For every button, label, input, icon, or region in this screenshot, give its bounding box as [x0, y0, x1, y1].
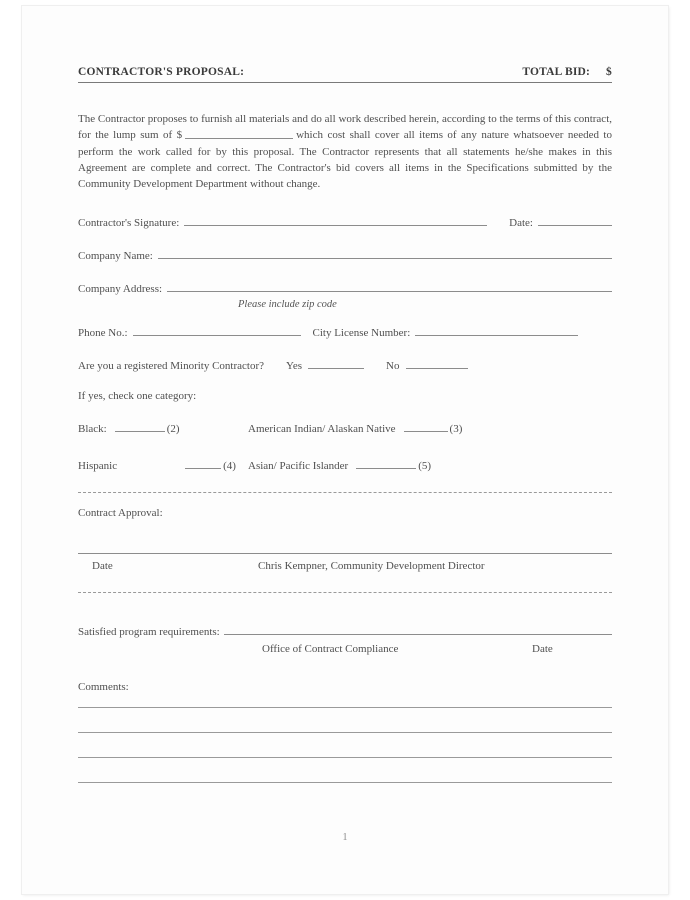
approval-date-block	[78, 553, 258, 572]
compliance-caption-row	[78, 643, 612, 655]
phone-number-label: Phone No.:	[78, 327, 128, 340]
company-address-field[interactable]	[167, 280, 612, 292]
document-header	[78, 66, 612, 83]
approval-date-line[interactable]	[78, 553, 258, 554]
contractor-signature-label: Contractor's Signature:	[78, 217, 180, 230]
category-cell-black	[78, 420, 248, 435]
zip-code-note: Please include zip code	[238, 299, 337, 311]
total-bid-currency-symbol: $	[606, 66, 612, 78]
proposal-paragraph-part-2: which cost shall cover all items of any nature whatsoever needed to perform the work called for by this proposal. The Contractor represents that all statements he/she makes in this Agreement are complete and correct. The Contractor's bid covers all items in the Specifications submitted by the Community Development Department without change.	[78, 129, 612, 191]
category-row	[78, 457, 612, 472]
category-checkbox-black[interactable]	[115, 420, 165, 432]
minority-yes-field[interactable]	[308, 357, 364, 369]
office-contract-compliance-caption: Office of Contract Compliance	[262, 643, 399, 656]
company-name-field[interactable]	[158, 247, 612, 259]
comment-line-3[interactable]	[78, 757, 612, 758]
page-title: CONTRACTOR'S PROPOSAL:	[78, 66, 245, 78]
category-number-asian-pacific: (5)	[418, 460, 432, 473]
if-yes-category-label: If yes, check one category:	[78, 390, 197, 403]
category-number-hispanic: (4)	[223, 460, 236, 473]
minority-contractor-row	[78, 357, 612, 372]
minority-yes-label: Yes	[286, 360, 303, 373]
category-cell-asian-pacific	[248, 457, 612, 472]
contract-approval-label: Contract Approval:	[78, 507, 163, 520]
page-number: 1	[342, 832, 348, 843]
category-checkbox-hispanic[interactable]	[185, 457, 221, 469]
approval-director-line[interactable]	[258, 553, 612, 554]
comment-line-4[interactable]	[78, 782, 612, 783]
category-checkbox-american-indian[interactable]	[404, 420, 448, 432]
approval-signature-row	[78, 553, 612, 572]
category-row	[78, 420, 612, 435]
satisfied-requirements-row	[78, 623, 612, 638]
section-divider	[78, 592, 612, 593]
category-label-american-indian: American Indian/ Alaskan Native	[248, 423, 396, 436]
signature-date-label: Date:	[509, 217, 533, 230]
category-cell-hispanic	[78, 457, 248, 472]
category-label-hispanic: Hispanic	[78, 460, 118, 473]
approval-director-block	[258, 553, 612, 572]
category-label-asian-pacific: Asian/ Pacific Islander	[248, 460, 349, 473]
phone-number-field[interactable]	[133, 324, 301, 336]
company-address-label: Company Address:	[78, 283, 163, 296]
lump-sum-amount-field[interactable]	[185, 138, 293, 139]
category-cell-american-indian	[248, 420, 612, 435]
city-license-field[interactable]	[415, 324, 578, 336]
signature-date-field[interactable]	[538, 214, 612, 226]
category-label-black: Black:	[78, 423, 107, 436]
minority-contractor-question: Are you a registered Minority Contractor?	[78, 360, 265, 373]
company-name-row	[78, 247, 612, 262]
satisfied-requirements-label: Satisfied program requirements:	[78, 626, 220, 639]
category-checkbox-asian-pacific[interactable]	[356, 457, 416, 469]
proposal-paragraph	[78, 111, 612, 192]
if-yes-row	[78, 390, 612, 402]
proposal-paragraph-part-1: The Contractor proposes to furnish all materials and do all work described herein, according to the terms of this contract, for the lump sum of $	[78, 113, 612, 142]
comments-label: Comments:	[78, 681, 129, 694]
comment-line-1[interactable]	[78, 707, 612, 708]
city-license-label: City License Number:	[312, 327, 411, 340]
contractor-signature-field[interactable]	[184, 214, 487, 226]
document-page	[22, 6, 668, 894]
minority-no-field[interactable]	[406, 357, 468, 369]
compliance-date-caption: Date	[532, 643, 553, 656]
satisfied-requirements-field[interactable]	[224, 623, 612, 635]
total-bid-label: TOTAL BID:	[522, 66, 591, 78]
contractor-signature-row	[78, 214, 612, 229]
approval-director-caption: Chris Kempner, Community Development Director	[258, 560, 485, 573]
category-number-american-indian: (3)	[449, 423, 463, 436]
category-number-black: (2)	[166, 423, 180, 436]
approval-date-caption: Date	[92, 560, 113, 573]
document-body	[78, 66, 612, 843]
minority-no-label: No	[386, 360, 400, 373]
company-name-label: Company Name:	[78, 250, 153, 263]
contract-approval-row	[78, 507, 612, 519]
company-address-row	[78, 280, 612, 295]
phone-license-row	[78, 324, 612, 339]
comment-line-2[interactable]	[78, 732, 612, 733]
